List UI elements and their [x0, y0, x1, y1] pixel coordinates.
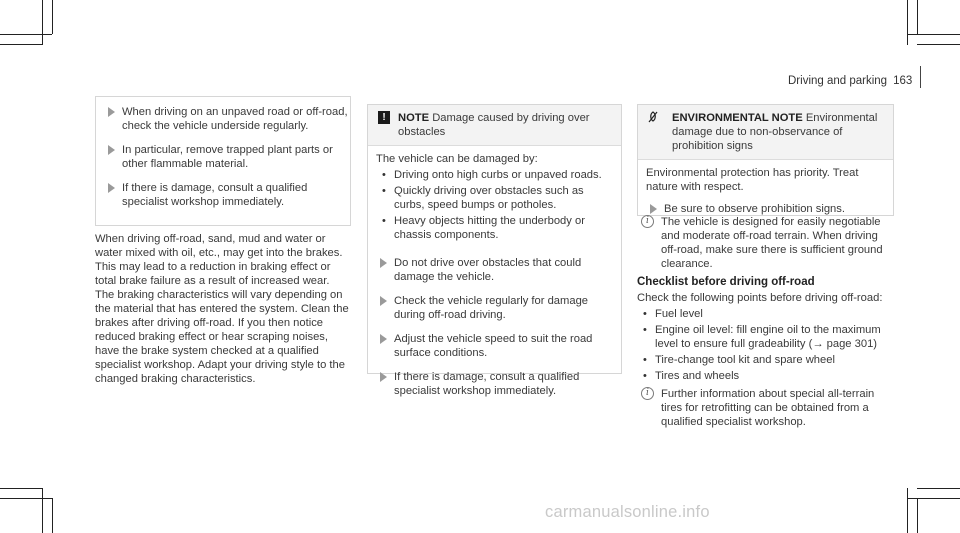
- warning-icon: !: [378, 111, 390, 124]
- crop-mark: [907, 34, 960, 35]
- checklist-item-text[interactable]: Engine oil level: fill engine oil to the maximum level to ensure full gradeability (→ page 301): [655, 324, 881, 350]
- list-item-text: Quickly driving over obstacles such as curbs, speed bumps or potholes.: [394, 185, 584, 211]
- arrow-icon: [380, 296, 387, 306]
- note-header: [368, 105, 621, 146]
- watermark: carmanualsonline.info: [545, 503, 710, 521]
- crop-mark: [42, 488, 43, 533]
- checklist-item: • Tires and wheels: [643, 370, 740, 382]
- step-text: If there is damage, consult a qualified specialist workshop immediately.: [394, 371, 580, 397]
- crop-mark: [907, 488, 908, 533]
- arrow-icon: [108, 107, 115, 117]
- step-item: [368, 294, 613, 322]
- info-text: The vehicle is designed for easily negotiable and moderate off-road terrain. When driving off-road, make sure there is sufficient ground clearance.: [661, 216, 883, 270]
- step-item: [96, 181, 350, 209]
- checklist-item-text: Fuel level: [655, 308, 703, 320]
- environment-icon: [648, 111, 658, 123]
- instruction-box: [95, 96, 351, 226]
- crop-mark: [907, 498, 960, 499]
- crop-mark: [917, 488, 960, 489]
- info-icon: i: [641, 387, 654, 400]
- step-text: Do not drive over obstacles that could damage the vehicle.: [394, 257, 582, 283]
- list-item-text: Driving onto high curbs or unpaved roads.: [394, 169, 602, 181]
- step-item: [96, 105, 350, 133]
- arrow-icon: [380, 334, 387, 344]
- crop-mark: [907, 0, 908, 45]
- step-text: Adjust the vehicle speed to suit the road surface conditions.: [394, 333, 593, 359]
- checklist-item: • Fuel level: [643, 308, 703, 320]
- crop-mark: [917, 44, 960, 45]
- environmental-note-heading: Environmental damage due to non-observance of prohibition signs: [672, 112, 878, 152]
- info-note: [637, 387, 895, 429]
- arrow-icon: [380, 372, 387, 382]
- list-item-text: Heavy objects hitting the underbody or chassis components.: [394, 215, 585, 241]
- step-item: [368, 256, 613, 284]
- environmental-note-text: Environmental protection has priority. Treat nature with respect.: [646, 167, 859, 193]
- list-item: • Quickly driving over obstacles such as curbs, speed bumps or potholes.: [382, 185, 584, 211]
- environmental-note-box: [637, 104, 894, 216]
- column-3-content: [637, 215, 895, 429]
- crop-mark: [0, 488, 43, 489]
- step-text: If there is damage, consult a qualified specialist workshop immediately.: [122, 182, 308, 208]
- crop-mark: [917, 498, 918, 533]
- crop-mark: [0, 34, 52, 35]
- checklist-item-text: Tires and wheels: [655, 370, 740, 382]
- environmental-note-header: [638, 105, 893, 160]
- arrow-icon: [380, 258, 387, 268]
- crop-mark: [0, 44, 43, 45]
- note-intro: The vehicle can be damaged by:: [376, 153, 538, 165]
- note-heading: Damage caused by driving over obstacles: [398, 112, 590, 138]
- note-label: NOTE: [398, 112, 430, 124]
- running-header: [788, 74, 912, 88]
- crop-mark: [0, 498, 52, 499]
- section-title: Driving and parking: [788, 75, 888, 87]
- step-item: [96, 143, 350, 171]
- brake-paragraph: When driving off-road, sand, mud and water or water mixed with oil, etc., may get into the brakes. This may lead to a reduction in braking effect or total brake failure as a result of increased wear. The braking characteristics will vary depending on the material that has entered the system. Clean the brakes after driving off-road. If you then notice reduced braking effect or hear scraping noises, have the brake system checked at a qualified specialist workshop. Adapt your driving style to the changed braking characteristics.: [95, 233, 349, 385]
- step-text: In particular, remove trapped plant parts or other flammable material.: [122, 144, 333, 170]
- step-text: When driving on an unpaved road or off-road, check the vehicle underside regularly.: [122, 106, 348, 132]
- crop-mark: [52, 0, 53, 34]
- arrow-icon: [650, 204, 657, 214]
- crop-mark: [52, 498, 53, 533]
- list-item: • Driving onto high curbs or unpaved roads.: [382, 169, 602, 181]
- header-rule: [920, 66, 921, 88]
- crop-mark: [42, 0, 43, 45]
- info-text: Further information about special all-terrain tires for retrofitting can be obtained from a qualified specialist workshop.: [661, 388, 875, 428]
- page-number: 163: [893, 75, 913, 87]
- section-heading: Checklist before driving off-road: [637, 276, 815, 288]
- checklist-item: • Engine oil level: fill engine oil to the maximum level to ensure full gradeability (→ page 301): [643, 324, 881, 350]
- step-item: [638, 202, 893, 216]
- step-item: [368, 332, 613, 360]
- list-item: • Heavy objects hitting the underbody or chassis components.: [382, 215, 585, 241]
- step-text: Check the vehicle regularly for damage during off-road driving.: [394, 295, 589, 321]
- arrow-icon: [108, 145, 115, 155]
- info-note: [637, 215, 895, 271]
- step-text: Be sure to observe prohibition signs.: [664, 203, 845, 215]
- arrow-icon: [108, 183, 115, 193]
- environmental-note-label: ENVIRONMENTAL NOTE: [672, 112, 803, 124]
- crop-mark: [917, 0, 918, 34]
- checklist-intro: Check the following points before driving off-road:: [637, 292, 883, 304]
- step-item: [368, 370, 613, 398]
- checklist-item-text: Tire-change tool kit and spare wheel: [655, 354, 835, 366]
- checklist-item: • Tire-change tool kit and spare wheel: [643, 354, 835, 366]
- note-box: [367, 104, 622, 397]
- info-icon: i: [641, 215, 654, 228]
